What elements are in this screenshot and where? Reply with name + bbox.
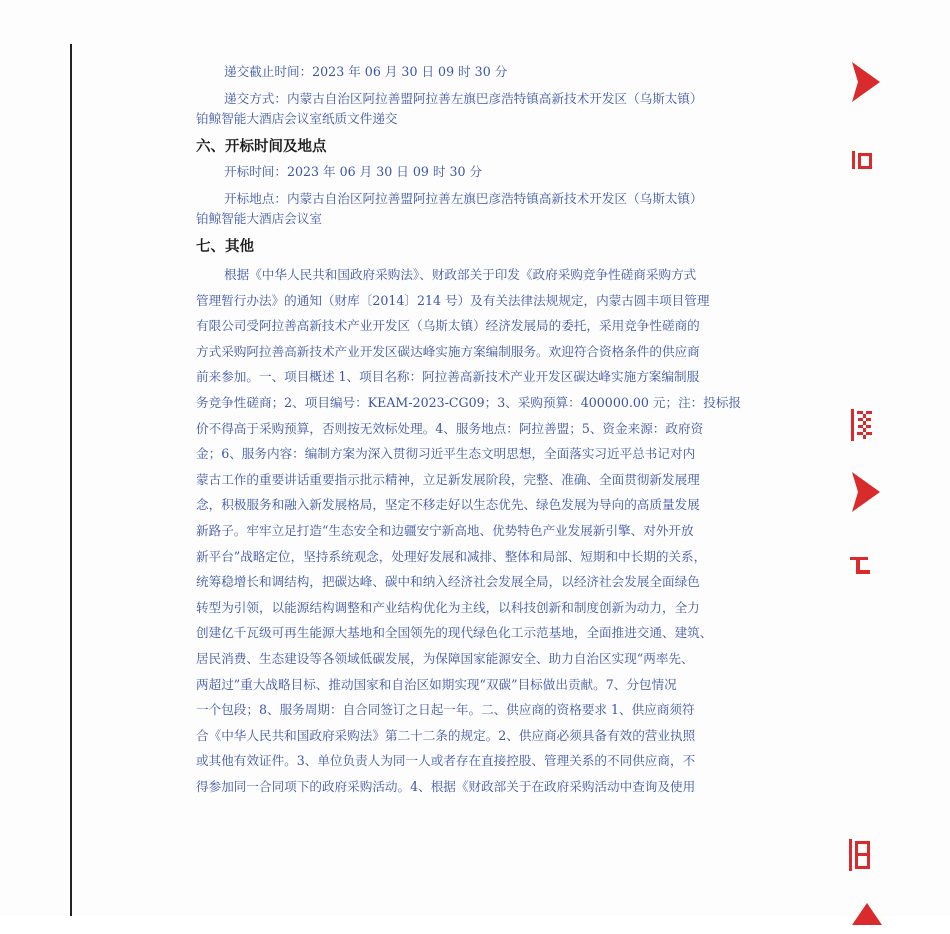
seal-fragment-icon bbox=[850, 408, 874, 442]
seal-star-icon bbox=[850, 62, 880, 102]
submission-deadline: 递交截止时间：2023 年 06 月 30 日 09 时 30 分 bbox=[224, 64, 508, 79]
section-6-heading: 六、开标时间及地点 bbox=[196, 138, 327, 155]
submission-method-line-1: 递交方式：内蒙古自治区阿拉善盟阿拉善左旗巴彦浩特镇高新技术开发区（乌斯太镇） bbox=[224, 91, 703, 106]
left-border-rule bbox=[70, 44, 72, 916]
opening-place-line-1: 开标地点：内蒙古自治区阿拉善盟阿拉善左旗巴彦浩特镇高新技术开发区（乌斯太镇） bbox=[224, 191, 703, 206]
seal-fragment-icon bbox=[850, 147, 876, 173]
seal-fragment-icon bbox=[848, 838, 872, 872]
paragraph-line: 得参加同一合同项下的政府采购活动。4、根据《财政部关于在政府采购活动中查询及使用 bbox=[196, 778, 696, 794]
section-7-heading: 七、其他 bbox=[196, 238, 254, 255]
paragraph-line: 方式采购阿拉善高新技术产业开发区碳达峰实施方案编制服务。欢迎符合资格条件的供应商 bbox=[196, 343, 700, 359]
seal-star-icon bbox=[852, 894, 882, 934]
paragraph-line: 蒙古工作的重要讲话重要指示批示精神，立足新发展阶段，完整、准确、全面贯彻新发展理 bbox=[196, 471, 700, 487]
paragraph-line: 前来参加。一、项目概述 1、项目名称：阿拉善高新技术产业开发区碳达峰实施方案编制服 bbox=[196, 369, 700, 385]
paragraph-line: 念，积极服务和融入新发展格局，坚定不移走好以生态优先、绿色发展为导向的高质量发展 bbox=[196, 497, 700, 513]
paragraph-line: 转型为引领，以能源结构调整和产业结构优化为主线，以科技创新和制度创新为动力，全力 bbox=[196, 599, 700, 615]
opening-place-line-2: 铂鲸智能大酒店会议室 bbox=[196, 211, 322, 226]
seal-star-icon bbox=[850, 472, 880, 512]
section-7-paragraph bbox=[196, 262, 751, 799]
paragraph-line: 新平台”战略定位，坚持系统观念，处理好发展和减排、整体和局部、短期和中长期的关系， bbox=[196, 548, 707, 564]
paragraph-line: 金；6、服务内容：编制方案为深入贯彻习近平生态文明思想，全面落实习近平总书记对内 bbox=[196, 446, 696, 462]
paragraph-line: 统筹稳增长和调结构，把碳达峰、碳中和纳入经济社会发展全局，以经济社会发展全面绿色 bbox=[196, 574, 700, 590]
paragraph-line: 价不得高于采购预算，否则按无效标处理。4、服务地点：阿拉善盟；5、资金来源：政府资 bbox=[196, 420, 704, 436]
paragraph-line: 新路子。牢牢立足打造“生态安全和边疆安宁新高地、优势特色产业发展新引擎、对外开放 bbox=[196, 522, 694, 538]
paragraph-line: 一个包段；8、服务周期：自合同签订之日起一年。二、供应商的资格要求 1、供应商须符 bbox=[196, 702, 695, 718]
paragraph-line: 创建亿千瓦级可再生能源大基地和全国领先的现代绿色化工示范基地，全面推进交通、建筑、 bbox=[196, 625, 713, 641]
paragraph-line: 有限公司受阿拉善高新技术产业开发区（乌斯太镇）经济发展局的委托，采用竞争性磋商的 bbox=[196, 318, 700, 334]
opening-time: 开标时间：2023 年 06 月 30 日 09 时 30 分 bbox=[224, 164, 483, 179]
paragraph-line: 务竞争性磋商；2、项目编号：KEAM-2023-CG09；3、采购预算：400000.00 元；注：投标报 bbox=[196, 394, 742, 410]
paragraph-line: 居民消费、生态建设等各领域低碳发展，为保障国家能源安全、助力自治区实现“两率先、 bbox=[196, 650, 694, 666]
paragraph-line: 合《中华人民共和国政府采购法》第二十二条的规定。2、供应商必须具备有效的营业执照 bbox=[196, 727, 696, 743]
seal-fragment-icon bbox=[848, 552, 874, 578]
paragraph-line: 两超过”重大战略目标、推动国家和自治区如期实现“双碳”目标做出贡献。7、分包情况 bbox=[196, 676, 677, 692]
paragraph-line: 或其他有效证件。3、单位负责人为同一人或者存在直接控股、管理关系的不同供应商，不 bbox=[196, 753, 696, 769]
document-body bbox=[196, 62, 751, 799]
seal-strip bbox=[836, 0, 896, 916]
paragraph-line: 根据《中华人民共和国政府采购法》、财政部关于印发《政府采购竞争性磋商采购方式 bbox=[224, 267, 697, 282]
paragraph-line: 管理暂行办法》的通知（财库〔2014〕214 号）及有关法律法规规定，内蒙古圆丰项目管理 bbox=[196, 292, 710, 308]
submission-method-line-2: 铂鲸智能大酒店会议室纸质文件递交 bbox=[196, 111, 398, 126]
